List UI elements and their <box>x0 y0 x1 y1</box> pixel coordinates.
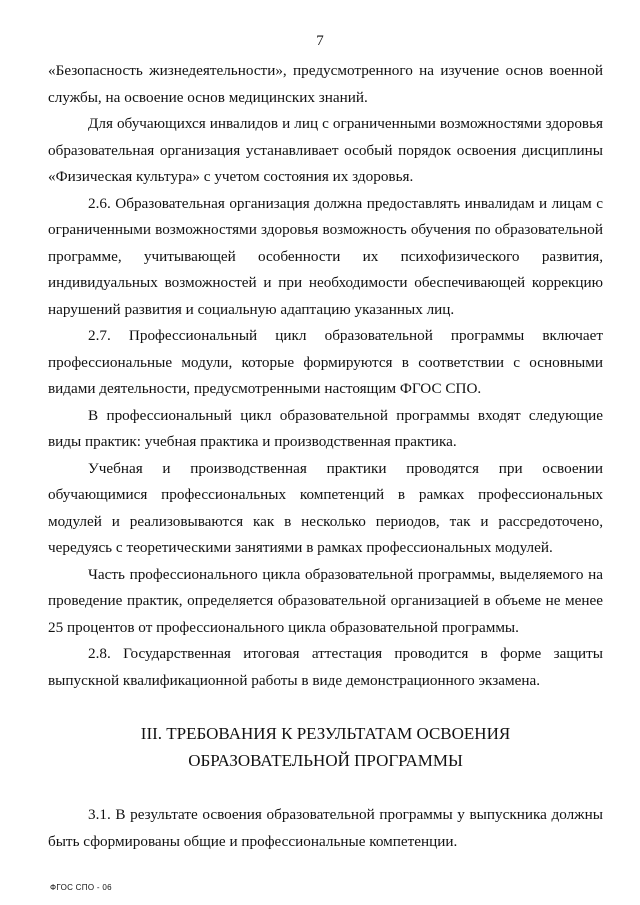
paragraph: Учебная и производственная практики проводятся при освоении обучающимися профессиональных компетенций в рамках профессиональных модулей и реализовываются как в несколько периодов, так и рассредоточено, чередуясь с теоретическими занятиями в рамках профессиональных модулей. <box>48 459 603 556</box>
paragraph: Для обучающихся инвалидов и лиц с ограниченными возможностями здоровья образовательная организация устанавливает особый порядок освоения дисциплины «Физическая культура» с учетом состояния их здоровья. <box>48 115 603 185</box>
paragraph: «Безопасность жизнедеятельности», предусмотренного на изучение основ военной службы, на освоение основ медицинских знаний. <box>48 62 603 106</box>
paragraph: 2.8. Государственная итоговая аттестация проводится в форме защиты выпускной квалификационной работы в виде демонстрационного экзамена. <box>48 645 603 689</box>
paragraph: 2.6. Образовательная организация должна предоставлять инвалидам и лицам с ограниченными возможностями здоровья возможность обучения по образовательной программе, учитывающей особенности их психофизического развития, индивидуальных возможностей и при необходимости обеспечивающей коррекцию нарушений развития и социальную адаптацию указанных лиц. <box>48 194 603 318</box>
section-heading-line2: ОБРАЗОВАТЕЛЬНОЙ ПРОГРАММЫ <box>188 751 463 770</box>
paragraph: 2.7. Профессиональный цикл образовательной программы включает профессиональные модули, которые формируются в соответствии с основными видами деятельности, предусмотренными настоящим ФГОС СПО. <box>48 327 603 397</box>
footer-label: ФГОС СПО - 06 <box>50 883 112 892</box>
paragraph: В профессиональный цикл образовательной программы входят следующие виды практик: учебная практика и производственная практика. <box>48 406 603 450</box>
section-heading <box>48 720 603 774</box>
paragraph: 3.1. В результате освоения образовательной программы у выпускника должны быть сформированы общие и профессиональные компетенции. <box>48 806 603 850</box>
section-heading-line1: III. ТРЕБОВАНИЯ К РЕЗУЛЬТАТАМ ОСВОЕНИЯ <box>140 724 511 743</box>
document-body <box>48 58 603 855</box>
page-number: 7 <box>316 33 324 49</box>
paragraph: Часть профессионального цикла образовательной программы, выделяемого на проведение практик, определяется образовательной организацией в объеме не менее 25 процентов от профессионального цикла образовательной программы. <box>48 565 603 636</box>
